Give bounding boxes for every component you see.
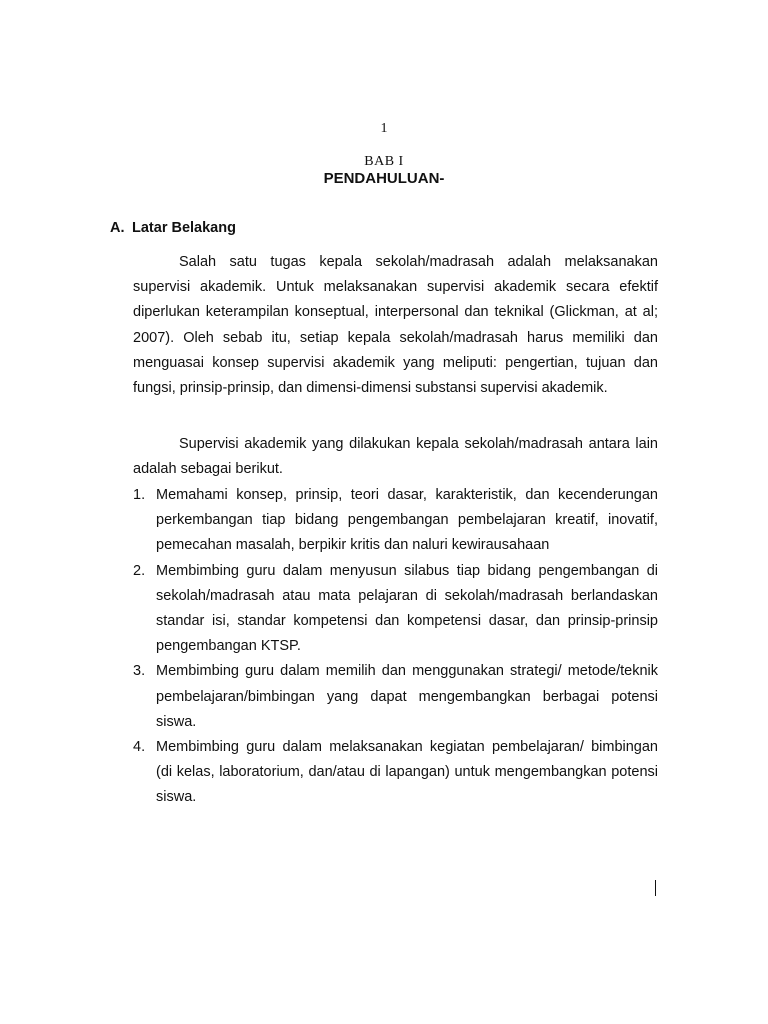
section-title: Latar Belakang <box>132 220 236 236</box>
list-item <box>133 659 658 735</box>
chapter-label: BAB I <box>364 154 404 169</box>
list-item-text: Membimbing guru dalam melaksanakan kegiatan pembelajaran/ bimbingan (di kelas, laboratorium, dan/atau di lapangan) untuk mengembangkan potensi siswa. <box>156 739 658 806</box>
list-item-number: 2. <box>133 562 146 579</box>
list-item <box>133 483 658 559</box>
list-item-text: Membimbing guru dalam menyusun silabus tiap bidang pengembangan di sekolah/madrasah atau mata pelajaran di sekolah/madrasah berlandaskan standar isi, standar kompetensi dan kompetensi dasar, dan prinsip-prinsip pengembangan KTSP. <box>156 562 658 655</box>
list-item-number: 3. <box>133 663 146 680</box>
list-item-number: 4. <box>133 739 146 756</box>
list-item <box>133 735 658 811</box>
list-item-number: 1. <box>133 487 146 503</box>
section-heading <box>110 220 236 236</box>
chapter-title: PENDAHULUAN- <box>323 170 445 187</box>
list-item-text: Membimbing guru dalam memilih dan menggunakan strategi/ metode/teknik pembelajaran/bimbingan yang dapat mengembangkan berbagai potensi siswa. <box>156 663 658 730</box>
page-number: 1 <box>380 121 388 136</box>
list-item <box>133 559 658 660</box>
paragraph-intro: Salah satu tugas kepala sekolah/madrasah adalah melaksanakan supervisi akademik. Untuk melaksanakan supervisi akademik secara efektif diperlukan keterampilan konseptual, interpersonal dan teknikal (Glickman, at al; 2007). Oleh sebab itu, setiap kepala sekolah/madrasah harus memiliki dan menguasai konsep supervisi akademik yang meliputi: pengertian, tujuan dan fungsi, prinsip-prinsip, dan dimensi-dimensi substansi supervisi akademik. <box>133 254 658 397</box>
paragraph-list-lead: Supervisi akademik yang dilakukan kepala sekolah/madrasah antara lain adalah sebagai berikut. <box>133 436 658 478</box>
supervision-list <box>133 483 658 811</box>
list-item-text: Memahami konsep, prinsip, teori dasar, karakteristik, dan kecenderungan perkembangan tiap bidang pengembangan pembelajaran kreatif, inovatif, pemecahan masalah, berpikir kritis dan naluri kewirausahaan <box>156 487 658 554</box>
section-letter: A. <box>110 220 125 236</box>
text-cursor-mark <box>655 880 656 896</box>
